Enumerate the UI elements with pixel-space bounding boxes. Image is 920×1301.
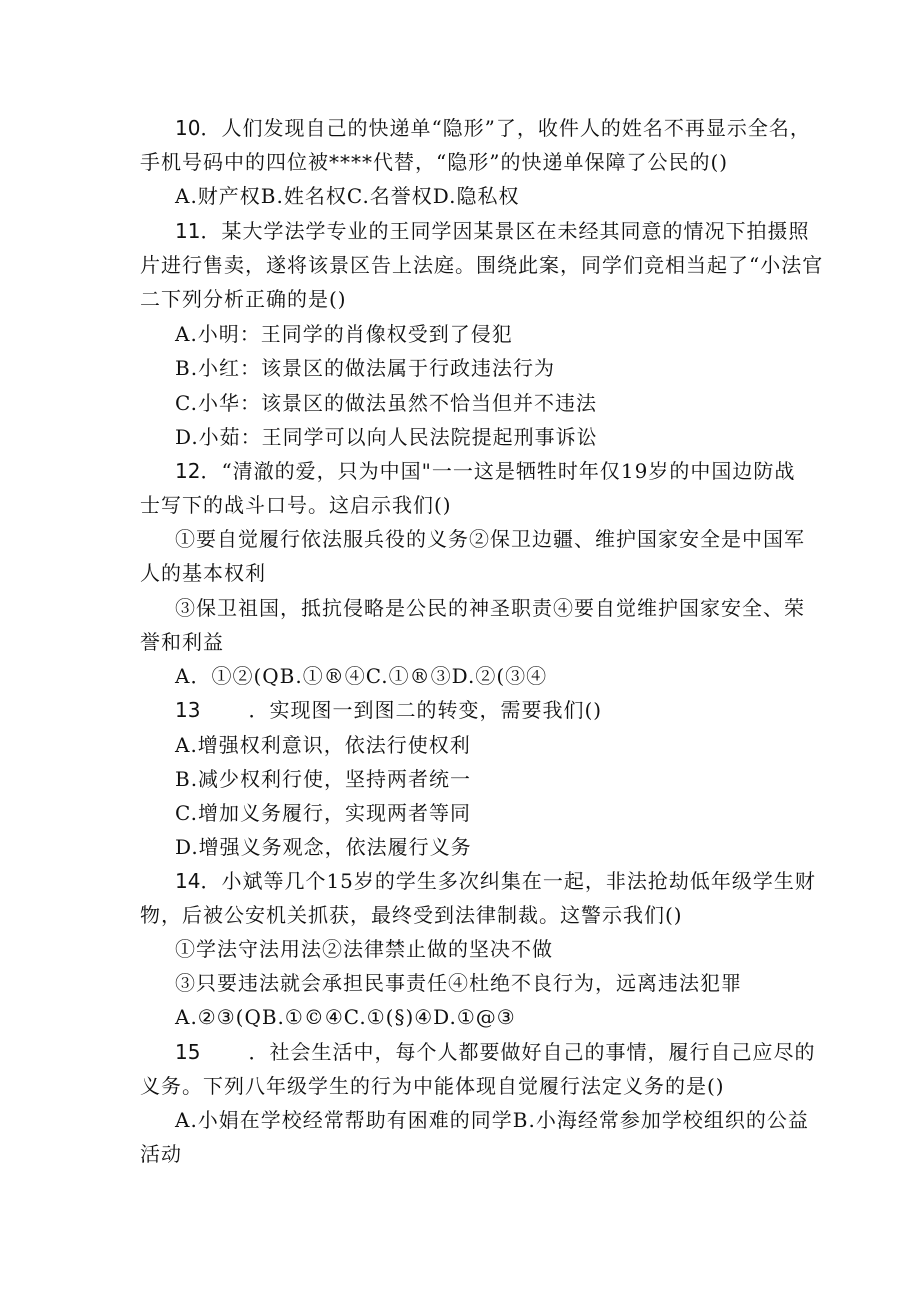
- question-13-option-d: D.增强义务观念，依法履行义务: [175, 835, 472, 859]
- question-text: ．小斌等几个15岁的学生多次纠集在一起，非法抢劫低年级学生财: [200, 869, 816, 893]
- question-12-line-6: 誉和利益: [140, 630, 224, 654]
- question-15-line-4: 活动: [140, 1142, 182, 1166]
- question-13-line-1: [175, 696, 602, 724]
- question-number: 11: [175, 219, 201, 243]
- question-number: 10: [175, 116, 201, 140]
- question-11-option-c: C.小华：该景区的做法虽然不恰当但并不违法: [175, 391, 597, 415]
- question-text: ．“清澈的爱，只为中国"一一这是牺牲时年仅19岁的中国边防战: [200, 459, 796, 483]
- question-14-line-1: [175, 867, 816, 895]
- question-number: 15: [175, 1040, 201, 1064]
- question-14-options: A.②③(QB.①©④C.①(§)④D.①@③: [175, 1005, 516, 1029]
- question-text: ．某大学法学专业的王同学因某景区在未经其同意的情况下拍摄照: [200, 219, 810, 243]
- question-15-line-2: 义务。下列八年级学生的行为中能体现自觉履行法定义务的是(): [140, 1074, 725, 1098]
- question-12-line-4: 人的基本权利: [140, 561, 266, 585]
- question-13-option-b: B.减少权利行使，坚持两者统一: [175, 767, 472, 791]
- question-13-option-a: A.增强权利意识，依法行使权利: [175, 733, 471, 757]
- question-12-line-5: ③保卫祖国，抵抗侵略是公民的神圣职责④要自觉维护国家安全、荣: [175, 596, 805, 620]
- question-number: 13: [175, 698, 201, 722]
- question-15-line-3: A.小娟在学校经常帮助有困难的同学B.小海经常参加学校组织的公益: [175, 1108, 809, 1132]
- question-11-option-b: B.小红：该景区的做法属于行政违法行为: [175, 356, 556, 380]
- question-10-line-2: 手机号码中的四位被****代替，“隐形”的快递单保障了公民的(): [140, 150, 729, 174]
- question-text: ．人们发现自己的快递单“隐形”了，收件人的姓名不再显示全名，: [200, 116, 811, 140]
- question-text: ．社会生活中，每个人都要做好自己的事情，履行自己应尽的: [248, 1040, 816, 1064]
- question-11-option-a: A.小明：王同学的肖像权受到了侵犯: [175, 322, 513, 346]
- question-text: ．实现图一到图二的转变，需要我们(): [248, 698, 603, 722]
- question-14-line-3: ①学法守法用法②法律禁止做的坚决不做: [175, 937, 553, 961]
- question-11-line-2: 片进行售卖，遂将该景区告上法庭。围绕此案，同学们竞相当起了“小法官: [140, 253, 824, 277]
- question-12-line-2: 士写下的战斗口号。这启示我们(): [140, 493, 452, 517]
- question-12-line-3: ①要自觉履行依法服兵役的义务②保卫边疆、维护国家安全是中国军: [175, 527, 805, 551]
- question-15-line-1: [175, 1038, 815, 1066]
- question-11-line-1: [175, 217, 809, 245]
- question-12-line-1: [175, 457, 795, 485]
- question-11-line-3: 二下列分析正确的是(): [140, 287, 347, 311]
- question-number: 14: [175, 869, 201, 893]
- question-14-line-4: ③只要违法就会承担民事责任④杜绝不良行为，远离违法犯罪: [175, 971, 742, 995]
- question-13-option-c: C.增加义务履行，实现两者等同: [175, 801, 471, 825]
- question-14-line-2: 物，后被公安机关抓获，最终受到法律制裁。这警示我们(): [140, 903, 683, 927]
- question-10-line-1: [175, 114, 811, 142]
- question-number: 12: [175, 459, 201, 483]
- question-10-options: A.财产权B.姓名权C.名誉权D.隐私权: [175, 184, 520, 208]
- question-11-option-d: D.小茹：王同学可以向人民法院提起刑事诉讼: [175, 425, 598, 449]
- question-12-options: A．①②(QB.①®④C.①®③D.②(③④: [175, 664, 548, 688]
